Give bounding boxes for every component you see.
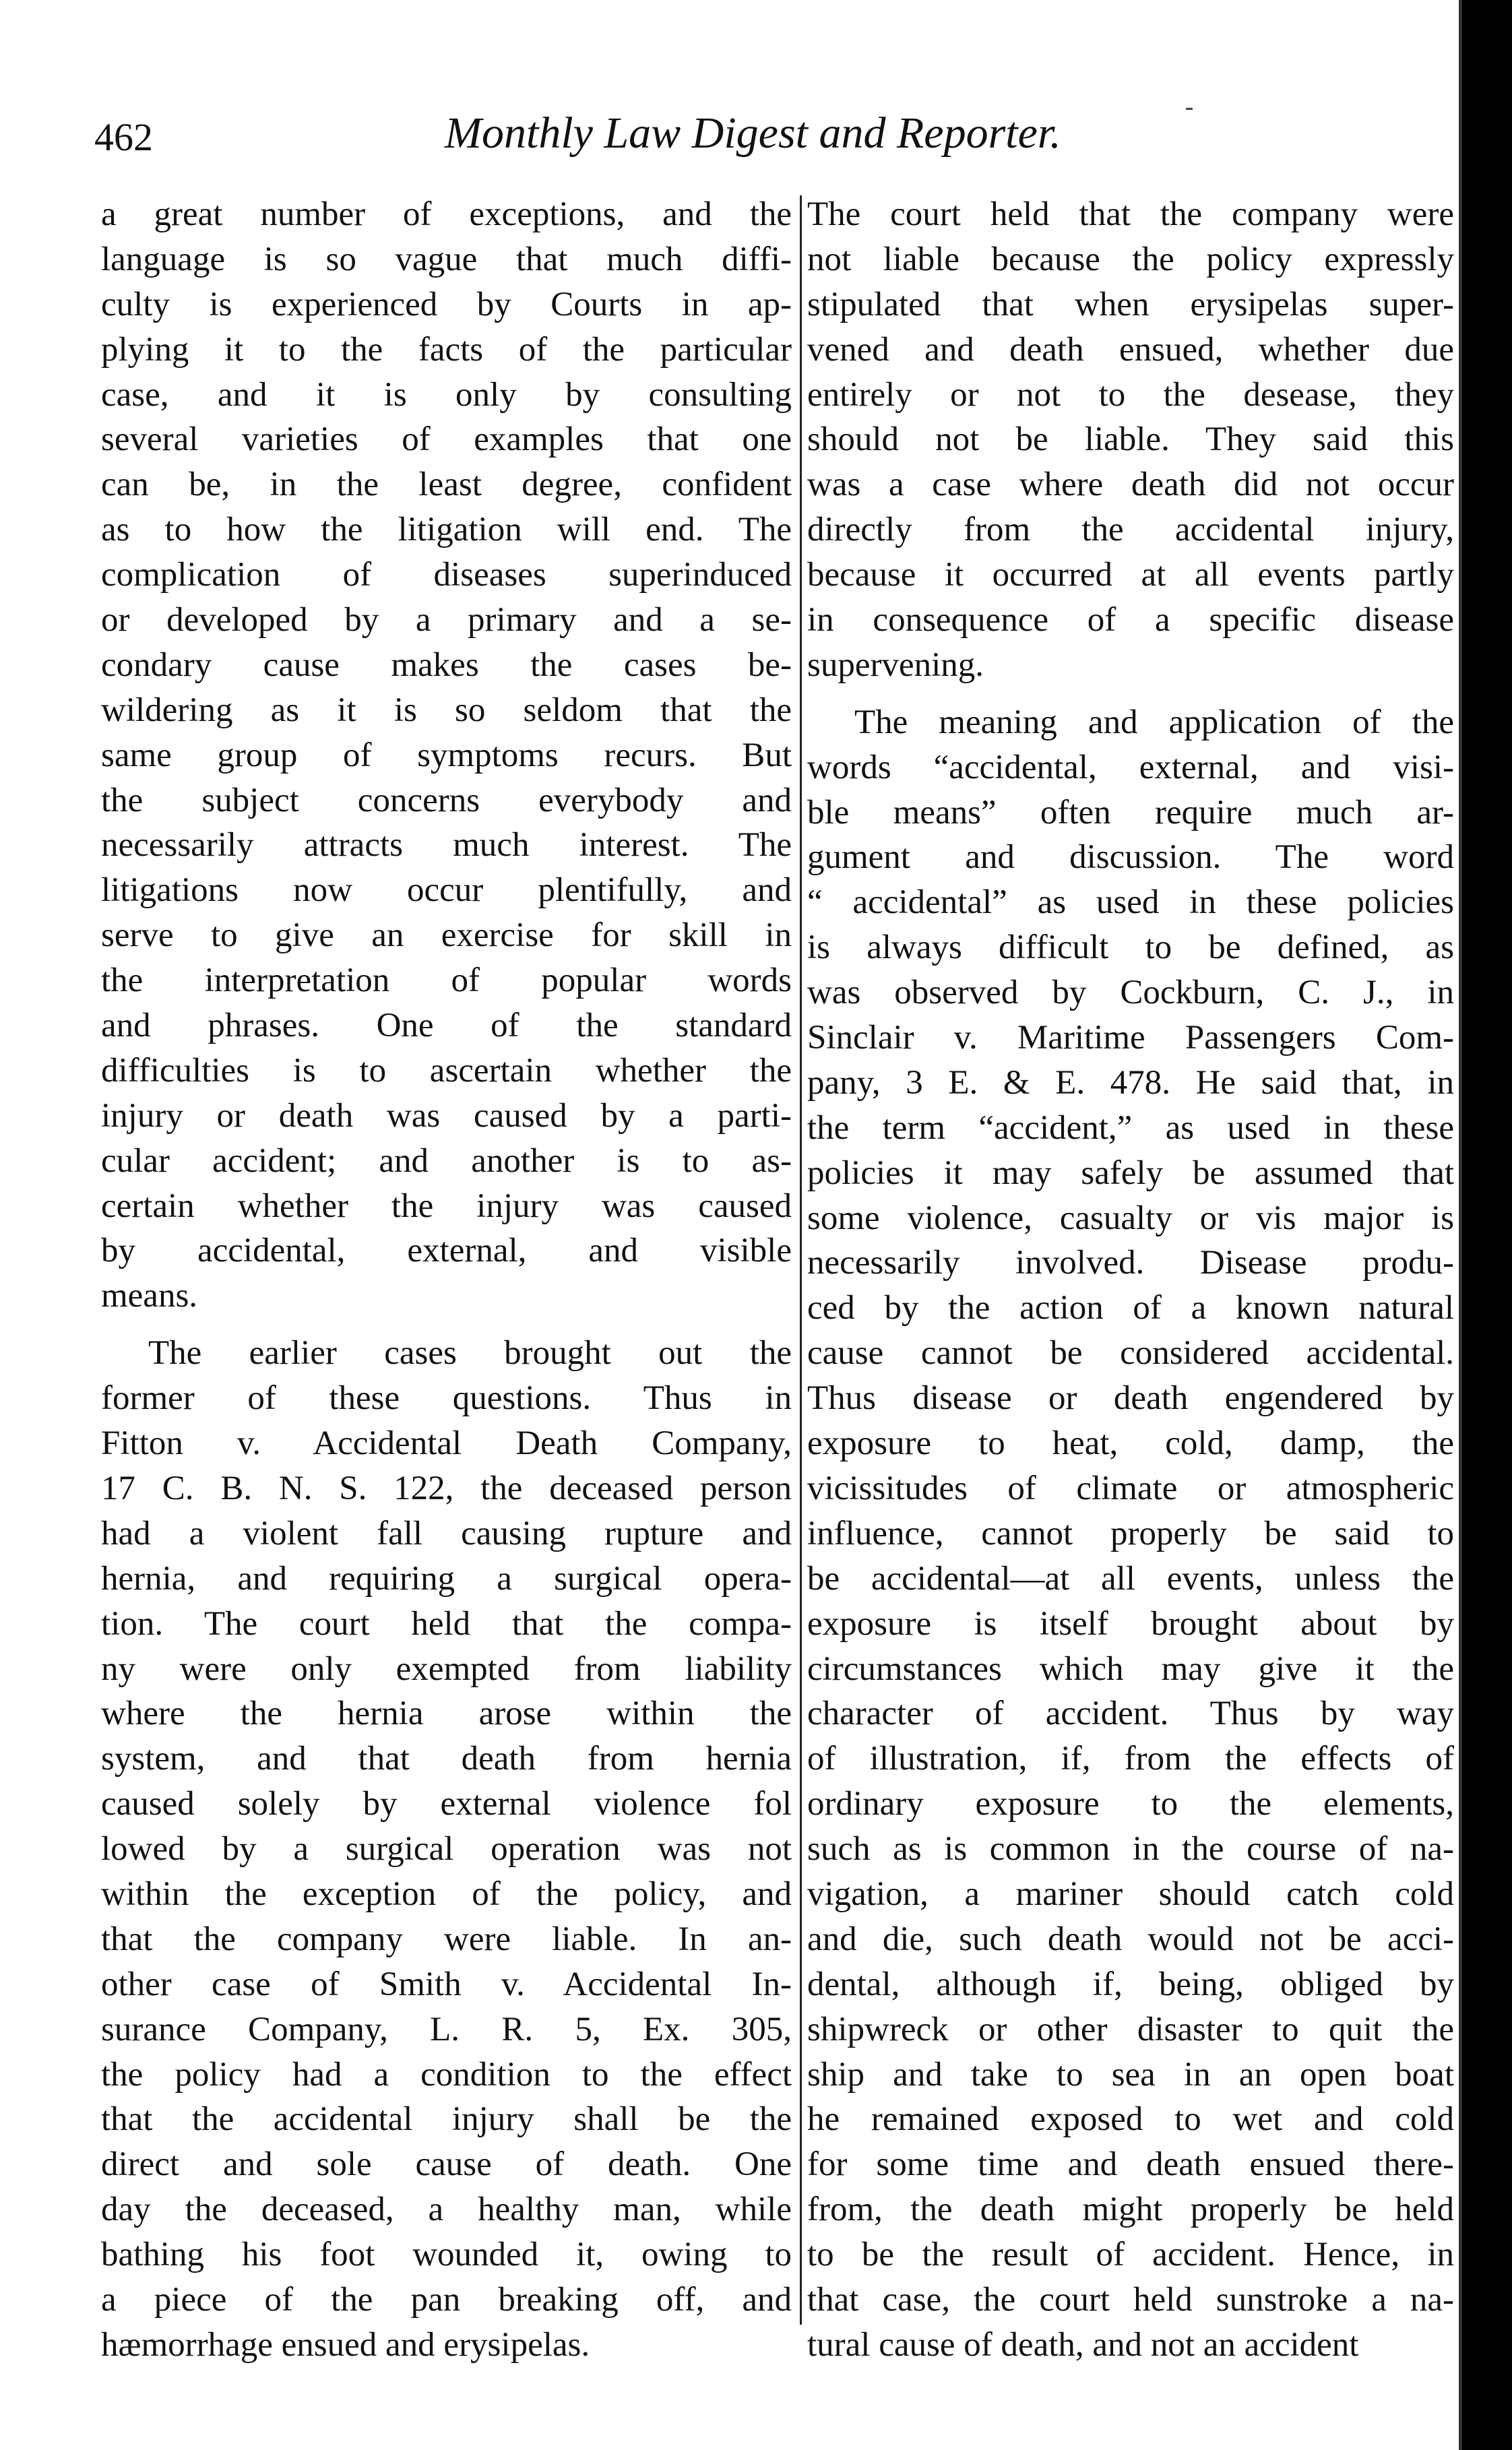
text-line: gument and discussion. The word — [807, 838, 1454, 877]
text-line: hernia, and requiring a surgical opera- — [101, 1559, 792, 1598]
text-line: not liable because the policy expressly — [807, 240, 1454, 278]
text-line: The court held that the company were — [807, 195, 1454, 233]
text-line: necessarily involved. Disease produ- — [807, 1244, 1454, 1282]
paragraph — [101, 1331, 792, 2367]
text-line: entirely or not to the desease, they — [807, 375, 1454, 414]
text-line: necessarily attracts much interest. The — [101, 826, 792, 865]
text-line: ny were only exempted from liability — [101, 1650, 792, 1688]
text-line: “ accidental” as used in these policies — [807, 883, 1454, 922]
text-line: the subject concerns everybody and — [101, 781, 792, 819]
text-line: character of accident. Thus by way — [807, 1695, 1454, 1733]
text-line: surance Company, L. R. 5, Ex. 305, — [101, 2010, 792, 2048]
paragraph — [807, 700, 1454, 2368]
text-line: policies it may safely be assumed that — [807, 1154, 1454, 1192]
paragraph-gap — [101, 1319, 792, 1331]
paragraph-gap — [807, 688, 1454, 700]
text-line: complication of diseases superinduced — [101, 556, 792, 594]
text-line: direct and sole cause of death. One — [101, 2145, 792, 2184]
text-line: ced by the action of a known natural — [807, 1289, 1454, 1327]
text-line: from, the death might properly be held — [807, 2191, 1454, 2229]
page-number: 462 — [94, 115, 153, 159]
running-title: Monthly Law Digest and Reporter. — [445, 108, 1061, 158]
paragraph — [101, 192, 792, 1319]
text-line: exposure is itself brought about by — [807, 1604, 1454, 1643]
text-line: the term “accident,” as used in these — [807, 1108, 1454, 1147]
text-line: or developed by a primary and a se- — [101, 601, 792, 639]
text-line: ship and take to sea in an open boat — [807, 2055, 1454, 2094]
text-line: for some time and death ensued there- — [807, 2145, 1454, 2184]
text-line: several varieties of examples that one — [101, 420, 792, 459]
left-column — [101, 192, 792, 2368]
text-line: caused solely by external violence fol — [101, 1785, 792, 1823]
text-line: The meaning and application of the — [854, 703, 1454, 741]
text-line: that the company were liable. In an- — [101, 1920, 792, 1958]
text-line: should not be liable. They said this — [807, 420, 1454, 459]
text-line: and die, such death would not be acci- — [807, 1920, 1454, 1958]
text-line: to be the result of accident. Hence, in — [807, 2236, 1454, 2274]
text-line: culty is experienced by Courts in ap- — [101, 285, 792, 323]
text-line: exposure to heat, cold, damp, the — [807, 1424, 1454, 1463]
text-line: tural cause of death, and not an accident — [807, 2325, 1359, 2364]
column-divider — [800, 195, 802, 2325]
text-line: cular accident; and another is to as- — [101, 1141, 792, 1180]
text-line: difficulties is to ascertain whether the — [101, 1051, 792, 1090]
text-line: cause cannot be considered accidental. — [807, 1334, 1454, 1373]
text-line: is always difficult to be defined, as — [807, 929, 1454, 967]
text-line: 17 C. B. N. S. 122, the deceased person — [101, 1469, 792, 1507]
text-line: wildering as it is so seldom that the — [101, 691, 792, 729]
text-line: shipwreck or other disaster to quit the — [807, 2010, 1454, 2048]
text-line: the interpretation of popular words — [101, 962, 792, 1000]
text-line: serve to give an exercise for skill in — [101, 916, 792, 955]
text-line: injury or death was caused by a parti- — [101, 1096, 792, 1135]
text-line: system, and that death from hernia — [101, 1740, 792, 1778]
text-line: the policy had a condition to the effect — [101, 2055, 792, 2094]
text-line: Fitton v. Accidental Death Company, — [101, 1424, 792, 1463]
text-line: tion. The court held that the compa- — [101, 1604, 792, 1643]
text-line: ordinary exposure to the elements, — [807, 1785, 1454, 1823]
text-line: can be, in the least degree, confident — [101, 466, 792, 504]
text-line: that the accidental injury shall be the — [101, 2100, 792, 2139]
text-line: plying it to the facts of the particular — [101, 330, 792, 369]
text-line: dental, although if, being, obliged by — [807, 1965, 1454, 2003]
text-line: pany, 3 E. & E. 478. He said that, in — [807, 1063, 1454, 1102]
text-line: was a case where death did not occur — [807, 466, 1454, 504]
text-line: bathing his foot wounded it, owing to — [101, 2236, 792, 2274]
text-line: he remained exposed to wet and cold — [807, 2100, 1454, 2139]
text-line: supervening. — [807, 646, 984, 684]
text-line: within the exception of the policy, and — [101, 1875, 792, 1913]
text-line: that case, the court held sunstroke a na- — [807, 2280, 1454, 2319]
text-line: circumstances which may give it the — [807, 1650, 1454, 1688]
header-mark — [1186, 108, 1193, 110]
right-column — [807, 192, 1454, 2368]
text-line: Sinclair v. Maritime Passengers Com- — [807, 1019, 1454, 1057]
text-line: and phrases. One of the standard — [101, 1007, 792, 1045]
text-line: hæmorrhage ensued and erysipelas. — [101, 2325, 590, 2364]
text-line: former of these questions. Thus in — [101, 1379, 792, 1418]
text-line: a great number of exceptions, and the — [101, 195, 792, 233]
page-edge-bar — [1462, 0, 1512, 2450]
text-line: other case of Smith v. Accidental In- — [101, 1965, 792, 2003]
text-line: was observed by Cockburn, C. J., in — [807, 974, 1454, 1012]
text-line: vigation, a mariner should catch cold — [807, 1875, 1454, 1913]
text-line: same group of symptoms recurs. But — [101, 736, 792, 774]
text-line: ble means” often require much ar- — [807, 793, 1454, 831]
text-line: had a violent fall causing rupture and — [101, 1514, 792, 1552]
text-line: as to how the litigation will end. The — [101, 511, 792, 549]
text-line: vened and death ensued, whether due — [807, 330, 1454, 369]
text-line: vicissitudes of climate or atmospheric — [807, 1469, 1454, 1507]
text-line: litigations now occur plentifully, and — [101, 871, 792, 910]
text-line: case, and it is only by consulting — [101, 375, 792, 414]
text-line: stipulated that when erysipelas super- — [807, 285, 1454, 323]
text-line: because it occurred at all events partly — [807, 556, 1454, 594]
text-line: of illustration, if, from the effects of — [807, 1740, 1454, 1778]
text-line: The earlier cases brought out the — [148, 1334, 792, 1373]
text-line: means. — [101, 1277, 198, 1315]
text-line: be accidental—at all events, unless the — [807, 1559, 1454, 1598]
text-line: by accidental, external, and visible — [101, 1232, 792, 1270]
text-line: in consequence of a specific disease — [807, 601, 1454, 639]
text-line: some violence, casualty or vis major is — [807, 1199, 1454, 1237]
text-line: influence, cannot properly be said to — [807, 1514, 1454, 1552]
text-line: language is so vague that much diffi- — [101, 240, 792, 278]
text-line: lowed by a surgical operation was not — [101, 1830, 792, 1868]
text-line: Thus disease or death engendered by — [807, 1379, 1454, 1418]
paragraph — [807, 192, 1454, 688]
text-line: such as is common in the course of na- — [807, 1830, 1454, 1868]
text-line: condary cause makes the cases be- — [101, 646, 792, 684]
text-line: where the hernia arose within the — [101, 1695, 792, 1733]
text-line: certain whether the injury was caused — [101, 1187, 792, 1225]
text-line: day the deceased, a healthy man, while — [101, 2191, 792, 2229]
text-line: a piece of the pan breaking off, and — [101, 2280, 792, 2319]
text-line: words “accidental, external, and visi- — [807, 748, 1454, 786]
text-line: directly from the accidental injury, — [807, 511, 1454, 549]
